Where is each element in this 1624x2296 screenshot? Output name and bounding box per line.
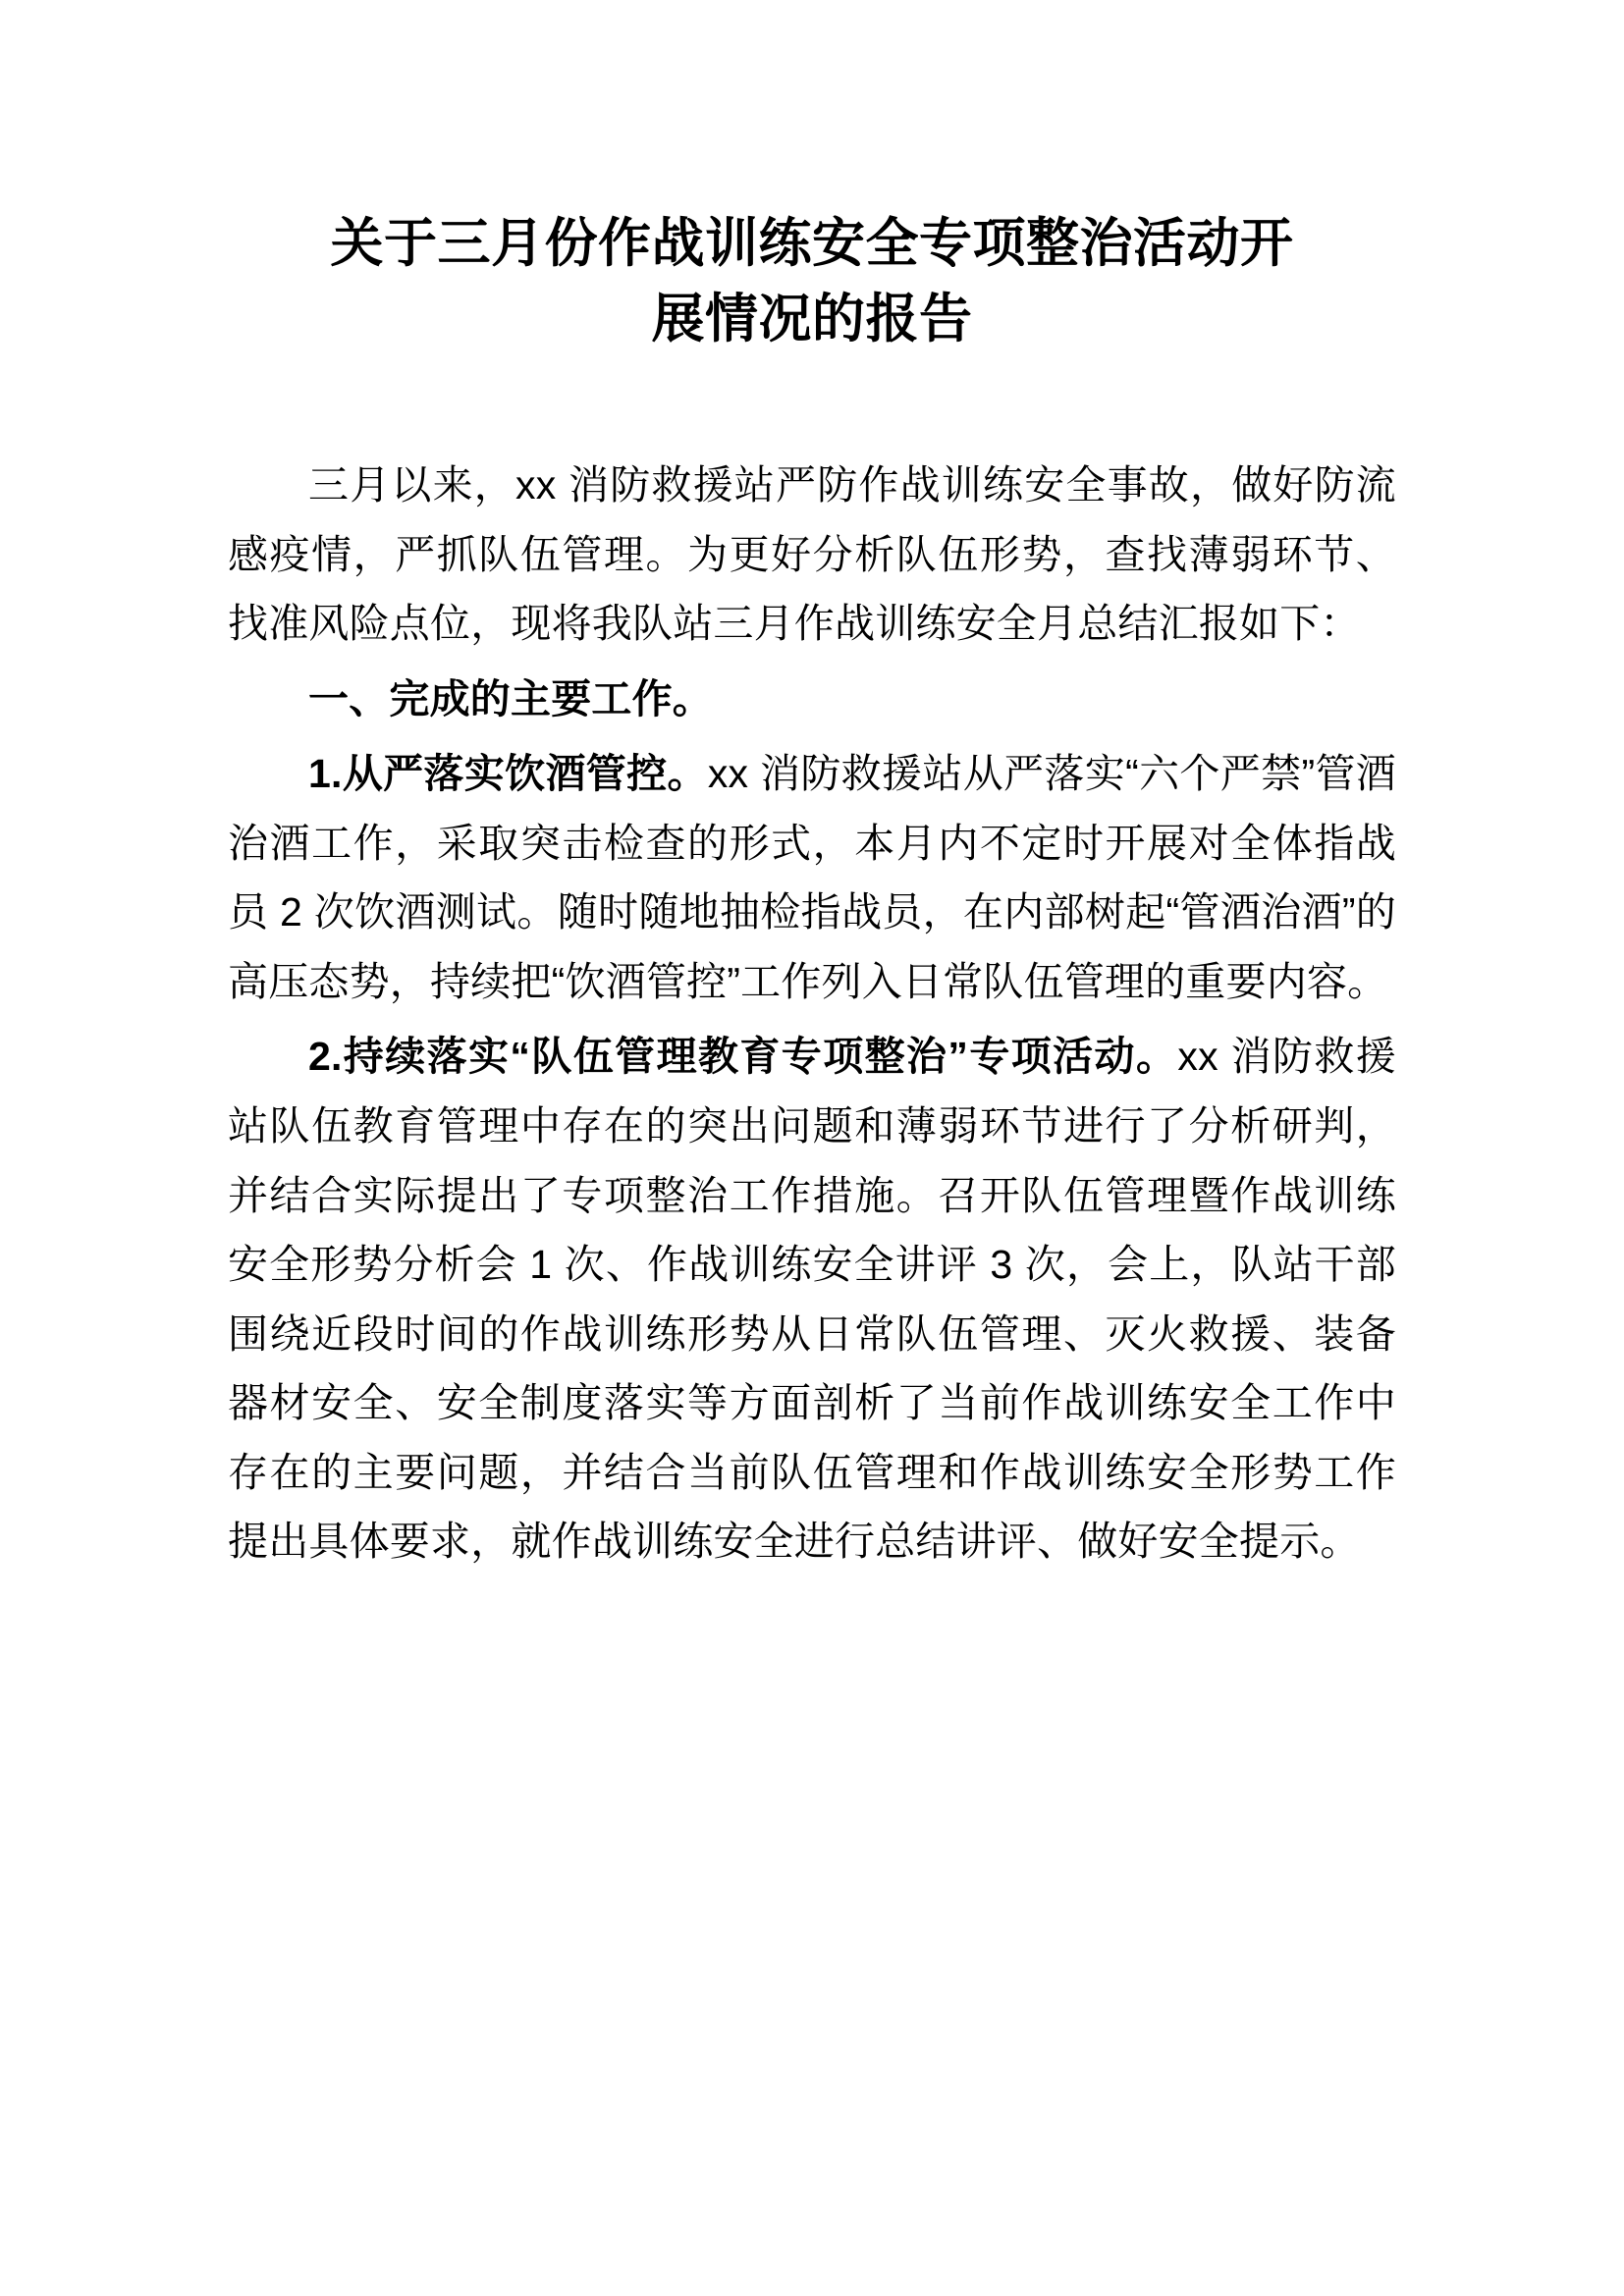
document-content xyxy=(228,0,1396,1580)
paragraph-intro-text: 三月以来，xx 消防救援站严防作战训练安全事故，做好防流感疫情，严抓队伍管理。为更好分析队伍形势，查找薄弱环节、找准风险点位，现将我队站三月作战训练安全月总结汇报如下： xyxy=(228,462,1396,647)
paragraph-item-2-text: xx 消防救援站队伍教育管理中存在的突出问题和薄弱环节进行了分析研判，并结合实际提出了专项整治工作措施。召开队伍管理暨作战训练安全形势分析会 1 次、作战训练安全讲评 3 次，会上，队站干部围绕近段时间的作战训练形势从日常队伍管理、灭火救援、装备器材安全、安全制度落实等方面剖析了当前作战训练安全工作中存在的主要问题，并结合当前队伍管理和作战训练安全形势工作提出具体要求，就作战训练安全进行总结讲评、做好安全提示。 xyxy=(228,1034,1396,1565)
page-title xyxy=(228,0,1396,356)
paragraph-item-1-lead: 1.从严落实饮酒管控。 xyxy=(308,751,708,797)
page-title-line-2: 展情况的报告 xyxy=(651,289,973,348)
paragraph-intro xyxy=(228,451,1396,659)
section-heading-1-text: 一、完成的主要工作。 xyxy=(308,675,713,721)
paragraph-item-2-lead: 2.持续落实“队伍管理教育专项整治”专项活动。 xyxy=(308,1034,1178,1080)
paragraph-item-1-text: xx 消防救援站从严落实“六个严禁”管酒治酒工作，采取突击检查的形式，本月内不定时开展对全体指战员 2 次饮酒测试。随时随地抽检指战员，在内部树起“管酒治酒”的高压态势，持续把“饮酒管控”工作列入日常队伍管理的重要内容。 xyxy=(228,751,1396,1004)
section-heading-1 xyxy=(228,665,1396,734)
page-title-line-1: 关于三月份作战训练安全专项整治活动开 xyxy=(330,214,1294,273)
paragraph-item-1 xyxy=(228,739,1396,1016)
paragraph-item-2 xyxy=(228,1022,1396,1575)
document-body xyxy=(228,451,1396,1575)
